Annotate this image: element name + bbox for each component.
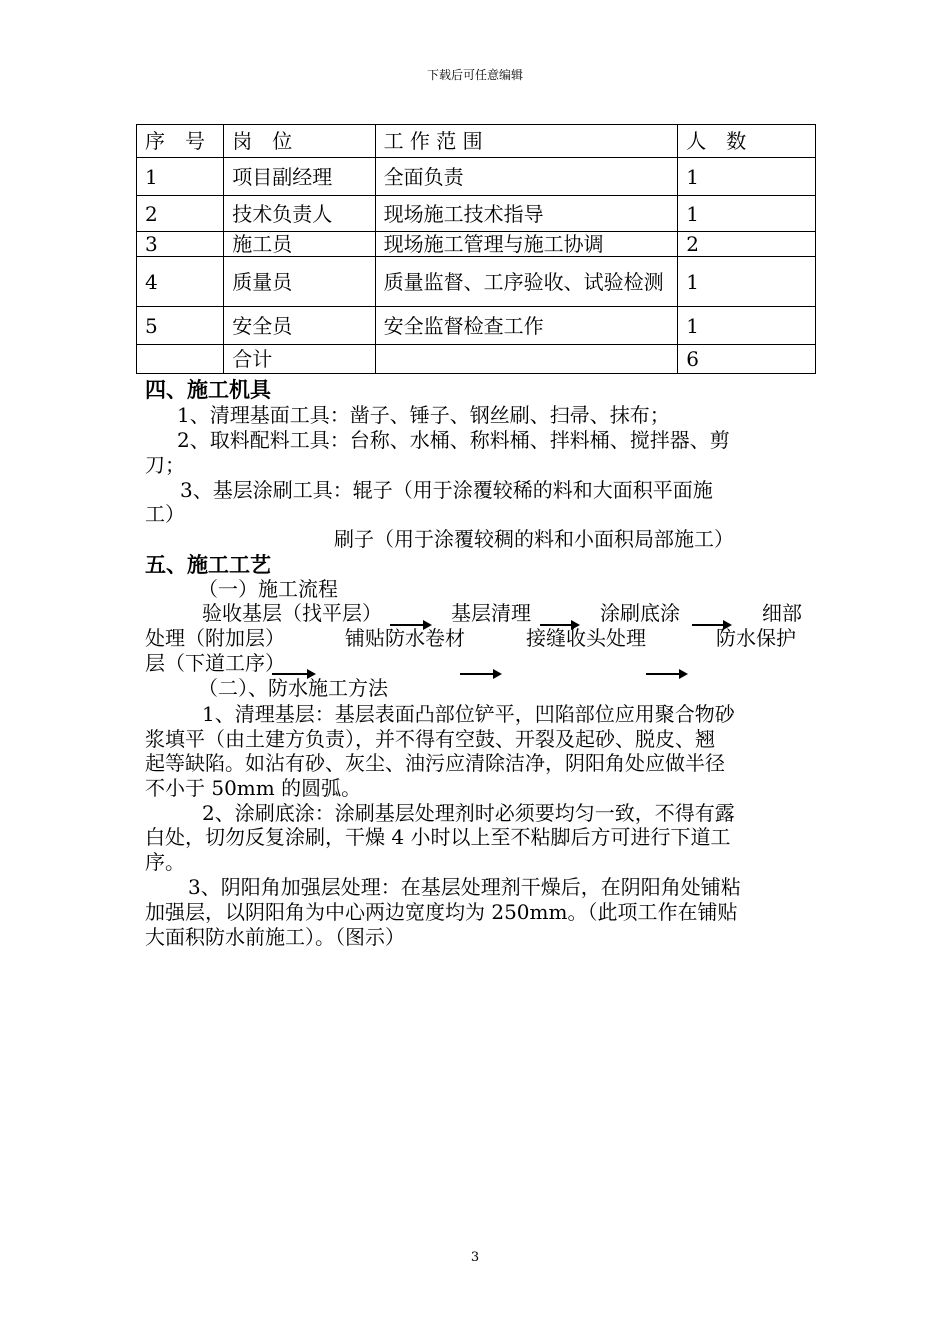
- cell-index: [137, 345, 224, 374]
- method-subheading: （二）、防水施工方法: [198, 676, 388, 700]
- flow-arrow-icon: [390, 624, 430, 626]
- tools-item-3-line1: 3、基层涂刷工具：辊子（用于涂覆较稀的料和大面积平面施: [180, 478, 713, 502]
- page-header-note: 下载后可任意编辑: [426, 68, 523, 82]
- staff-table: [136, 124, 816, 374]
- cell-count: 1: [678, 158, 816, 196]
- cell-total-count: 6: [678, 345, 816, 374]
- cell-index: 3: [137, 232, 224, 257]
- flow-arrow-icon: [460, 673, 500, 675]
- method-p3-line1: 3、阴阳角加强层处理：在基层处理剂干燥后，在阴阳角处铺粘: [188, 875, 741, 899]
- flow-step-4a: 细部: [762, 601, 802, 625]
- cell-scope: 现场施工管理与施工协调: [375, 232, 678, 257]
- table-header-row: [137, 125, 816, 158]
- cell-scope: 安全监督检查工作: [375, 307, 678, 345]
- flow-step-7a: 防水保护: [716, 626, 796, 650]
- method-p3-line2: 加强层，以阴阳角为中心两边宽度均为 250mm。（此项工作在铺贴: [145, 900, 738, 924]
- table-total-row: [137, 345, 816, 374]
- table-row: [137, 257, 816, 307]
- flow-arrow-icon: [692, 624, 730, 626]
- tools-item-2-line1: 2、取料配料工具：台称、水桶、称料桶、拌料桶、搅拌器、剪: [177, 428, 730, 452]
- table-row: [137, 307, 816, 345]
- tools-item-2-line2: 刀；: [145, 453, 185, 477]
- cell-index: 4: [137, 257, 224, 307]
- header-scope: 工 作 范 围: [375, 125, 678, 158]
- cell-scope: 全面负责: [375, 158, 678, 196]
- flow-arrow-icon: [646, 673, 686, 675]
- method-p1-line3: 起等缺陷。如沾有砂、灰尘、油污应清除洁净，阴阳角处应做半径: [145, 751, 725, 775]
- cell-index: 2: [137, 196, 224, 232]
- method-p2-line2: 白处，切勿反复涂刷，干燥 4 小时以上至不粘脚后方可进行下道工: [145, 825, 731, 849]
- cell-position: 施工员: [224, 232, 375, 257]
- method-p3-line3: 大面积防水前施工）。（图示）: [145, 925, 405, 949]
- cell-total-label: 合计: [224, 345, 375, 374]
- flow-step-4b: 处理（附加层）: [145, 626, 285, 650]
- tools-item-3-line2: 工）: [145, 502, 185, 526]
- table-row: [137, 196, 816, 232]
- cell-scope: 现场施工技术指导: [375, 196, 678, 232]
- header-position: 岗 位: [224, 125, 375, 158]
- method-p1-line4: 不小于 50mm 的圆弧。: [145, 776, 362, 800]
- flow-step-5: 铺贴防水卷材: [345, 626, 465, 650]
- method-p1-line2: 浆填平（由土建方负责），并不得有空鼓、开裂及起砂、脱皮、翘: [145, 727, 715, 751]
- method-p1-line1: 1、清理基层：基层表面凸部位铲平，凹陷部位应用聚合物砂: [202, 702, 735, 726]
- cell-count: 1: [678, 196, 816, 232]
- page-number: 3: [470, 1250, 480, 1265]
- cell-scope: 质量监督、工序验收、试验检测: [375, 257, 678, 307]
- method-p2-line1: 2、涂刷底涂：涂刷基层处理剂时必须要均匀一致，不得有露: [202, 801, 735, 825]
- cell-position: 技术负责人: [224, 196, 375, 232]
- cell-index: 1: [137, 158, 224, 196]
- cell-position: 安全员: [224, 307, 375, 345]
- cell-index: 5: [137, 307, 224, 345]
- flow-arrow-icon: [540, 624, 578, 626]
- flow-arrow-icon: [272, 673, 314, 675]
- cell-count: 2: [678, 232, 816, 257]
- process-flow-subheading: （一）施工流程: [198, 577, 338, 601]
- cell-count: 1: [678, 307, 816, 345]
- flow-step-6: 接缝收头处理: [526, 626, 646, 650]
- cell-scope: [375, 345, 678, 374]
- cell-position: 质量员: [224, 257, 375, 307]
- tools-item-3-line3: 刷子（用于涂覆较稠的料和小面积局部施工）: [334, 527, 734, 551]
- flow-step-7b: 层（下道工序）: [145, 651, 285, 675]
- table-row: [137, 158, 816, 196]
- table-row: [137, 232, 816, 257]
- section4-heading: 四、施工机具: [145, 377, 271, 402]
- flow-step-3: 涂刷底涂: [600, 601, 680, 625]
- tools-item-1: 1、清理基面工具：凿子、锤子、钢丝刷、扫帚、抹布；: [177, 403, 670, 427]
- cell-count: 1: [678, 257, 816, 307]
- header-index: 序 号: [137, 125, 224, 158]
- section5-heading: 五、施工工艺: [145, 552, 271, 577]
- method-p2-line3: 序。: [145, 850, 185, 874]
- cell-position: 项目副经理: [224, 158, 375, 196]
- header-count: 人 数: [678, 125, 816, 158]
- flow-step-1: 验收基层（找平层）: [202, 601, 382, 625]
- flow-step-2: 基层清理: [451, 601, 531, 625]
